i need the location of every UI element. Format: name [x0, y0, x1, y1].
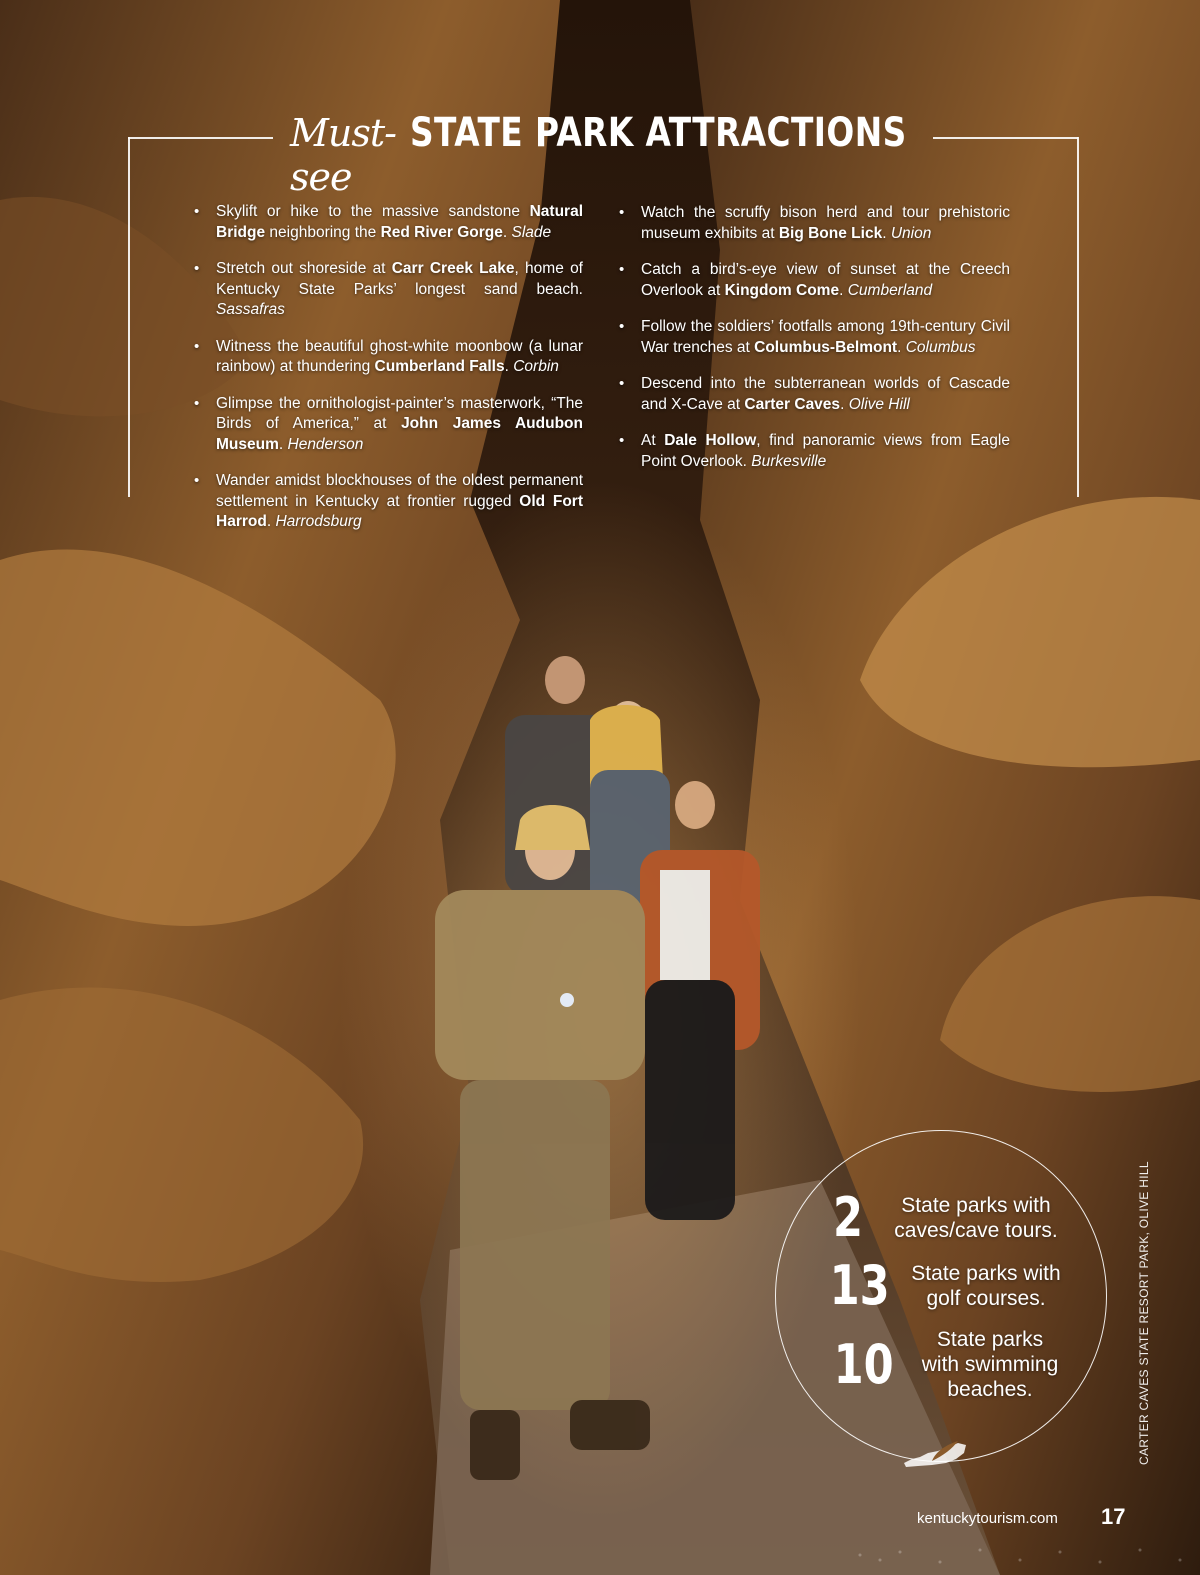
frame-left-line: [128, 137, 130, 497]
park-name: Carr Creek Lake: [391, 260, 515, 277]
stat-text-line: State parks with: [901, 1194, 1051, 1217]
stat-text-line: with swimming: [921, 1353, 1059, 1376]
attraction-item: [192, 471, 583, 533]
attraction-text: .: [278, 435, 288, 453]
attraction-text: .: [839, 281, 848, 299]
attraction-text: , find panoramic views from Eagle Point Overlook.: [641, 432, 1010, 470]
attraction-text: Witness the beautiful ghost-white moonbow (a lunar rainbow) at thundering: [216, 337, 583, 375]
stat-number: 2: [832, 1186, 864, 1249]
kentucky-state-logo-icon: [902, 1437, 970, 1469]
attraction-text: .: [840, 395, 849, 413]
park-name: Cumberland Falls: [374, 358, 505, 375]
park-name: John James Audubon Museum: [216, 415, 583, 453]
attraction-text: Descend into the subterranean worlds of Cascade and X-Cave at: [641, 375, 1010, 413]
attraction-text: .: [897, 338, 906, 356]
attraction-item: [617, 431, 1010, 472]
title-script: Must-see: [290, 111, 396, 199]
attraction-text: Wander amidst blockhouses of the oldest permanent settlement in Kentucky at frontier rugged: [216, 472, 583, 510]
photo-credit: CARTER CAVES STATE RESORT PARK, OLIVE HILL: [1137, 1161, 1151, 1465]
park-location: Harrodsburg: [275, 513, 362, 530]
park-name: Carter Caves: [744, 395, 841, 413]
attraction-item: [617, 374, 1010, 415]
stat-text-line: State parks with: [911, 1262, 1061, 1285]
stat-number: 13: [829, 1254, 890, 1317]
park-name: Big Bone Lick: [778, 224, 883, 242]
attraction-item: [617, 203, 1010, 244]
park-location: Olive Hill: [848, 395, 910, 413]
frame-top-right-line: [933, 137, 1078, 139]
attraction-text: Catch a bird’s-eye view of sunset at the Creech Overlook at: [641, 261, 1010, 299]
attraction-text: .: [882, 224, 891, 242]
title-headline: STATE PARK ATTRACTIONS: [410, 110, 907, 156]
attraction-text: , home of Kentucky State Parks’ longest sand beach.: [216, 260, 583, 298]
stat-golf: [824, 1254, 1094, 1317]
park-location: Henderson: [287, 435, 364, 453]
attraction-text: Stretch out shoreside at: [216, 260, 392, 277]
stats-circle: [775, 1130, 1107, 1462]
attraction-text: Watch the scruffy bison herd and tour prehistoric museum exhibits at: [641, 204, 1010, 242]
park-name: Old Fort Harrod: [216, 492, 583, 530]
attraction-item: [617, 317, 1010, 358]
park-location: Sassafras: [216, 301, 285, 318]
frame-right-line: [1077, 137, 1079, 497]
park-location: Cumberland: [847, 281, 933, 299]
park-name: Red River Gorge: [380, 223, 503, 241]
park-name: Columbus-Belmont: [754, 338, 898, 356]
park-name: Natural Bridge: [216, 203, 583, 241]
park-location: Union: [890, 224, 932, 242]
website-url[interactable]: kentuckytourism.com: [917, 1510, 1058, 1527]
park-location: Slade: [511, 223, 552, 241]
attraction-item: [617, 260, 1010, 301]
park-location: Columbus: [905, 338, 976, 356]
attraction-item: [192, 337, 583, 378]
attraction-text: Follow the soldiers’ footfalls among 19th-century Civil War trenches at: [641, 318, 1010, 356]
stat-beaches: [828, 1327, 1098, 1402]
attraction-item: [192, 394, 583, 456]
attraction-text: .: [502, 223, 512, 241]
park-location: Corbin: [513, 358, 559, 375]
attraction-item: [192, 259, 583, 321]
attractions-list-left: [192, 202, 583, 549]
attractions-list-right: [617, 203, 1010, 488]
stat-text-line: beaches.: [947, 1378, 1033, 1401]
attraction-text: .: [266, 513, 276, 530]
stat-caves: [828, 1186, 1088, 1249]
park-location: Burkesville: [751, 452, 827, 470]
frame-top-left-line: [128, 137, 273, 139]
attraction-item: [192, 202, 583, 243]
stat-text-line: caves/cave tours.: [894, 1219, 1058, 1242]
stat-text-line: State parks: [936, 1328, 1044, 1351]
page-number: 17: [1101, 1504, 1126, 1529]
park-name: Kingdom Come: [724, 281, 840, 299]
stat-number: 10: [833, 1332, 894, 1396]
page-title: [290, 110, 925, 199]
park-name: Dale Hollow: [664, 432, 757, 449]
attraction-text: At: [641, 432, 665, 449]
attraction-text: neighboring the: [265, 223, 381, 241]
attraction-text: Skylift or hike to the massive sandstone: [216, 203, 530, 220]
stat-text-line: golf courses.: [926, 1287, 1046, 1310]
attraction-text: .: [504, 358, 514, 375]
attraction-text: Glimpse the ornithologist-painter’s masterwork, “The Birds of America,” at: [216, 394, 583, 432]
